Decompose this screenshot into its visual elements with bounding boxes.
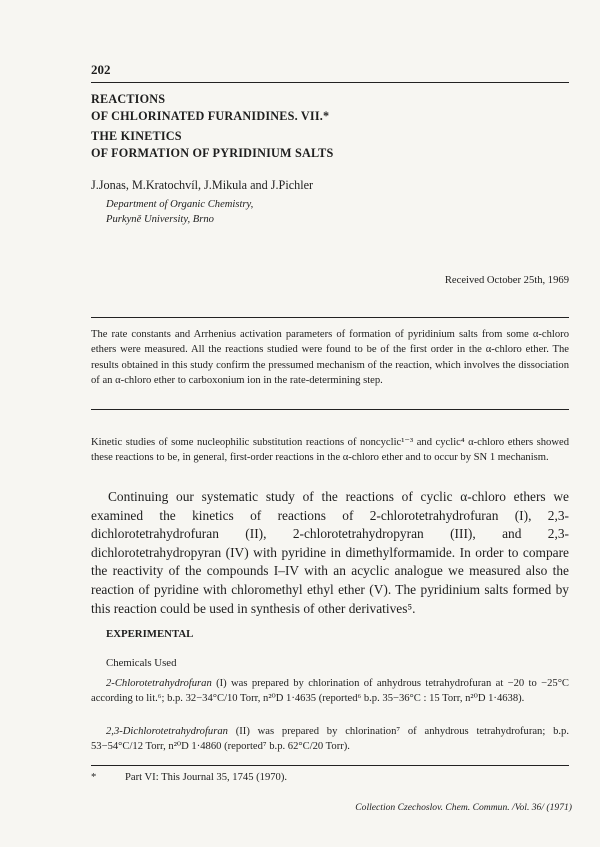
compound-2-name: 2,3-Dichlorotetrahydrofuran <box>106 726 228 737</box>
footnote <box>91 772 287 783</box>
abstract-top-rule <box>91 317 569 318</box>
body-paragraph: Continuing our systematic study of the reactions of cyclic α-chloro ethers we examined the kinetics of reactions of 2-chlorotetrahydrofuran (I), 2,3-dichlorotetrahydrofuran (II), 2-chlorotetrahydropyran (III), and 2,3-dichlorotetrahydropyran (IV) with pyridine in dimethylformamide. In order to compare the reactivity of the compounds I–IV with an acyclic analogue we measured also the reaction of pyridine with chloromethyl ethyl ether (V). The pyridinium salts formed by this reaction could be used in synthesis of other derivatives⁵. <box>91 489 569 616</box>
compound-entry-2 <box>91 724 569 755</box>
title-line-2: OF CHLORINATED FURANIDINES. VII.* <box>91 109 330 123</box>
footnote-text: Part VI: This Journal 35, 1745 (1970). <box>125 772 288 783</box>
compound-entry-1 <box>91 676 569 707</box>
footnote-rule <box>91 765 569 766</box>
journal-footer: Collection Czechoslov. Chem. Commun. /Vol. 36/ (1971) <box>355 802 572 813</box>
compound-2-text: (II) was prepared by chlorination⁷ of anhydrous tetrahydrofuran; b.p. 53−54°C/12 Torr, n²⁰D 1·4860 (reported⁷ b.p. 62°C/20 Torr). <box>91 726 569 753</box>
received-date: Received October 25th, 1969 <box>444 275 569 286</box>
title-line-1: REACTIONS <box>91 92 166 106</box>
title-line-4: OF FORMATION OF PYRIDINIUM SALTS <box>91 146 334 160</box>
page-number: 202 <box>91 62 111 77</box>
body-text <box>91 488 569 618</box>
abstract-bottom-rule <box>91 409 569 410</box>
compound-1-name: 2-Chlorotetrahydrofuran <box>106 678 212 689</box>
header-rule <box>91 82 569 83</box>
subsection-heading: Chemicals Used <box>106 657 177 669</box>
section-heading: EXPERIMENTAL <box>106 628 194 640</box>
intro-paragraph: Kinetic studies of some nucleophilic substitution reactions of noncyclic¹⁻³ and cyclic⁴ α-chloro ethers showed these reactions to be, in general, first-order reactions in the α-chloro ether and to occur by SN 1 mechanism. <box>91 437 569 464</box>
authors: J.Jonas, M.Kratochvíl, J.Mikula and J.Pichler <box>91 178 314 192</box>
abstract: The rate constants and Arrhenius activation parameters of formation of pyridinium salts from some α-chloro ethers were measured. All the reactions studied were found to be of the first order in the α-chloro ether. The results obtained in this study confirm the pressumed mechanism of the reaction, which involves the dissociation of an α-chloro ether to carboxonium ion in the rate-determining step. <box>91 329 569 386</box>
title-line-3: THE KINETICS <box>91 129 182 143</box>
affiliation-university: Purkyně University, Brno <box>106 214 214 225</box>
affiliation-department: Department of Organic Chemistry, <box>106 199 254 210</box>
footnote-mark: * <box>91 772 97 783</box>
compound-1-text: (I) was prepared by chlorination of anhydrous tetrahydrofuran at −20 to −25°C according to lit.⁶; b.p. 32−34°C/10 Torr, n²⁰D 1·4635 (reported⁶ b.p. 35−36°C : 15 Torr, n²⁰D 1·4638). <box>91 678 569 705</box>
